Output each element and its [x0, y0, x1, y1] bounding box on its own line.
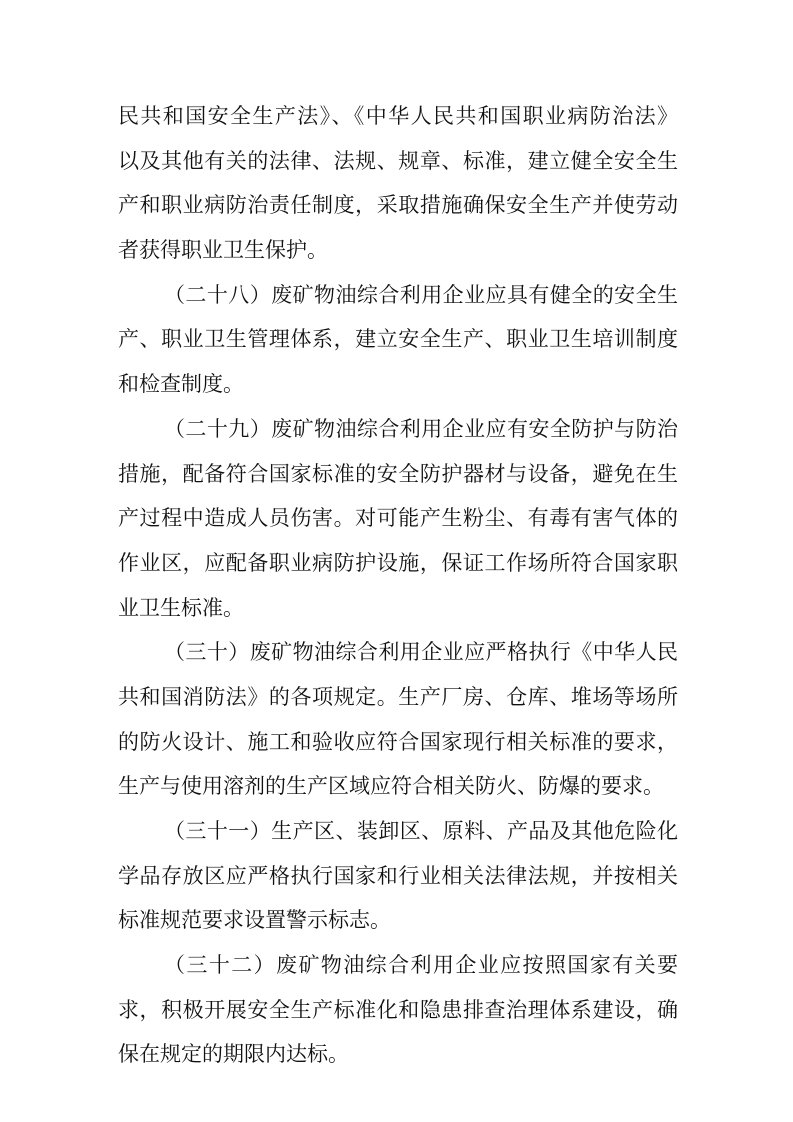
text-line: （三十）废矿物油综合利用企业应严格执行《中华人民	[164, 640, 678, 665]
text-line: 求，积极开展安全生产标准化和隐患排查治理体系建设，确	[118, 997, 678, 1022]
paragraph-31	[118, 809, 678, 943]
text-line: 产过程中造成人员伤害。对可能产生粉尘、有毒有害气体的	[118, 506, 678, 531]
text-line: 者获得职业卫生保护。	[118, 238, 328, 263]
text-line: 生产与使用溶剂的生产区域应符合相关防火、防爆的要求。	[118, 774, 664, 799]
paragraph-continued	[118, 94, 678, 273]
text-line: 措施，配备符合国家标准的安全防护器材与设备，避免在生	[118, 461, 678, 486]
document-body	[118, 94, 678, 1077]
text-line: 保在规定的期限内达标。	[118, 1042, 349, 1067]
text-line: 以及其他有关的法律、法规、规章、标准，建立健全安全生	[118, 148, 678, 173]
paragraph-29	[118, 407, 678, 630]
text-line: 作业区，应配备职业病防护设施，保证工作场所符合国家职	[118, 550, 678, 575]
text-line: 和检查制度。	[118, 372, 244, 397]
text-line: （二十八）废矿物油综合利用企业应具有健全的安全生	[164, 282, 678, 307]
text-line: （二十九）废矿物油综合利用企业应有安全防护与防治	[164, 416, 678, 441]
text-line: 产和职业病防治责任制度，采取措施确保安全生产并使劳动	[118, 193, 678, 218]
paragraph-28	[118, 273, 678, 407]
text-line: 的防火设计、施工和验收应符合国家现行相关标准的要求，	[118, 729, 678, 754]
text-line: 民共和国安全生产法》、《中华人民共和国职业病防治法》	[118, 104, 678, 128]
paragraph-32	[118, 943, 678, 1077]
text-line: 标准规范要求设置警示标志。	[118, 908, 391, 933]
text-line: 产、职业卫生管理体系，建立安全生产、职业卫生培训制度	[118, 327, 678, 352]
paragraph-30	[118, 630, 678, 809]
text-line: 业卫生标准。	[118, 595, 244, 620]
text-line: （三十二）废矿物油综合利用企业应按照国家有关要	[164, 953, 678, 978]
text-line: 学品存放区应严格执行国家和行业相关法律法规，并按相关	[118, 863, 678, 888]
text-line: （三十一）生产区、装卸区、原料、产品及其他危险化	[164, 819, 678, 843]
text-line: 共和国消防法》的各项规定。生产厂房、仓库、堆场等场所	[118, 684, 678, 709]
